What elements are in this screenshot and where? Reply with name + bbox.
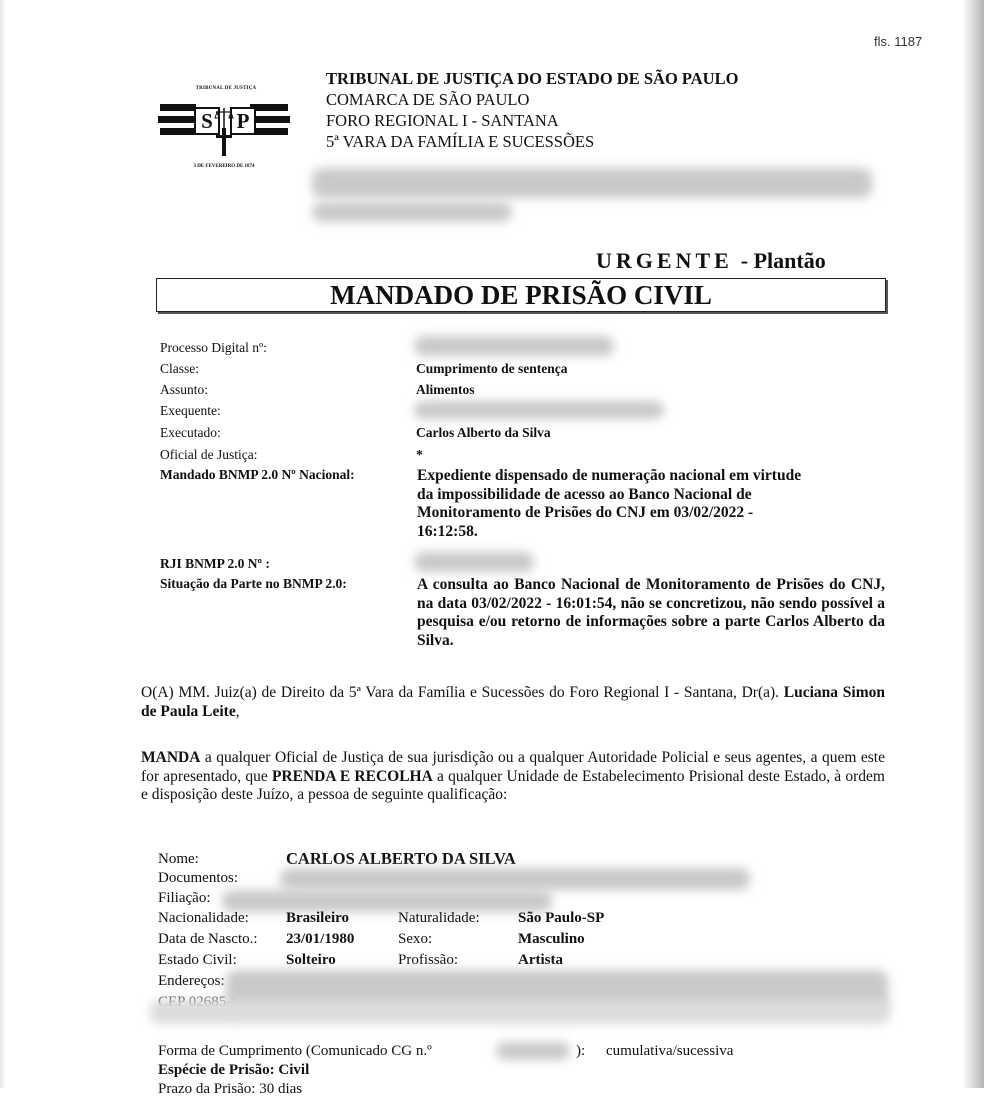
naturalidade-label: Naturalidade: [398, 910, 480, 926]
bnmp-value [417, 467, 885, 541]
documentos-label: Documentos: [158, 870, 238, 886]
executado-label: Executado: [160, 425, 221, 440]
nacionalidade-label: Nacionalidade: [158, 910, 249, 926]
seal-stripe [160, 128, 196, 135]
order-text-2: a qualquer Unidade de Estabelecimento Prisional deste Estado, à ordem e disposição deste Juízo, a pessoa de seguinte qualificação: [141, 767, 885, 803]
nacionalidade-value: Brasileiro [286, 910, 350, 926]
court-seal-logo [158, 80, 290, 176]
profissao-label: Profissão: [398, 952, 458, 968]
redacted-exequente [414, 401, 664, 419]
forma-cumprimento-label: Forma de Cumprimento (Comunicado CG n.º [158, 1043, 432, 1059]
court-header [326, 68, 738, 152]
foro-line: FORO REGIONAL I - SANTANA [326, 111, 559, 130]
profissao-value: Artista [518, 952, 563, 968]
bnmp-line: Monitoramento de Prisões do CNJ em 03/02/2022 - [417, 504, 754, 521]
folio-number: fls. 1187 [874, 34, 923, 49]
oficial-label: Oficial de Justiça: [160, 447, 258, 462]
estado-civil-value: Solteiro [286, 952, 336, 968]
assunto-value: Alimentos [416, 382, 475, 397]
classe-value: Cumprimento de sentença [416, 361, 568, 376]
classe-label: Classe: [160, 361, 199, 376]
assunto-label: Assunto: [160, 382, 209, 397]
judge-paragraph [141, 684, 885, 721]
seal-stripe [158, 116, 196, 123]
redacted-rji [414, 552, 534, 572]
seal-sword [222, 128, 226, 156]
exequente-label: Exequente: [160, 403, 221, 418]
judge-end: , [235, 702, 240, 720]
situacao-value: A consulta ao Banco Nacional de Monitoramento de Prisões do CNJ, na data 03/02/2022 - 16:01:54, não se concretizou, não sendo possível a pesquisa e/ou retorno de informações sobre a parte Carlos Alberto da Silva. [417, 576, 885, 649]
bnmp-label: Mandado BNMP 2.0 Nº Nacional: [160, 467, 355, 482]
bnmp-line: Expediente dispensado de numeração nacional em virtude [417, 467, 802, 484]
processo-label: Processo Digital nº: [160, 340, 267, 355]
order-text-1: a qualquer Oficial de Justiça de sua jurisdição ou a qualquer Autoridade Policial e seus agentes, a quem este for apresentado, que [141, 749, 885, 785]
executado-value: Carlos Alberto da Silva [416, 425, 551, 440]
enderecos-label: Endereços: [158, 973, 225, 989]
nascimento-value: 23/01/1980 [286, 931, 355, 947]
filiacao-label: Filiação: [158, 890, 211, 906]
redacted-documents [280, 868, 750, 890]
redacted-comunicado [496, 1042, 570, 1060]
redacted-address [312, 202, 512, 222]
redacted-process-number [414, 336, 614, 356]
sexo-value: Masculino [518, 931, 585, 947]
bnmp-line: da impossibilidade de acesso ao Banco Nacional de [417, 485, 752, 503]
sexo-label: Sexo: [398, 931, 433, 947]
prenda-phrase: PRENDA E RECOLHA [271, 767, 433, 785]
court-name: TRIBUNAL DE JUSTIÇA DO ESTADO DE SÃO PAULO [326, 69, 739, 88]
nome-value: CARLOS ALBERTO DA SILVA [286, 849, 516, 868]
seal-top-text: TRIBUNAL DE JUSTIÇA [195, 86, 257, 91]
seal-stripe [250, 116, 290, 123]
rji-label: RJI BNMP 2.0 Nº : [160, 556, 270, 571]
bnmp-line: 16:12:58. [417, 522, 478, 540]
manda-word: MANDA [141, 749, 201, 766]
seal-letter-p: P [230, 107, 256, 135]
urgency-word: URGENTE [596, 248, 733, 273]
redacted-address-block [150, 1000, 890, 1024]
page-edge-shadow [962, 0, 984, 1088]
page-edge-left [0, 0, 6, 1088]
judge-name: Luciana Simon de Paula Leite [141, 684, 885, 720]
oficial-value: * [416, 447, 423, 462]
seal-stripe [160, 104, 196, 111]
estado-civil-label: Estado Civil: [158, 952, 237, 968]
seal-sword-guard [216, 135, 232, 138]
vara-line: 5ª VARA DA FAMÍLIA E SUCESSÕES [326, 132, 595, 151]
nascimento-label: Data de Nascto.: [158, 931, 258, 947]
prazo-prisao-partial: Prazo da Prisão: 30 dias [158, 1081, 303, 1097]
redacted-address [312, 168, 872, 198]
judge-intro: O(A) MM. Juiz(a) de Direito da 5ª Vara da Família e Sucessões do Foro Regional I - Santana, Dr(a). [141, 684, 784, 701]
situacao-label: Situação da Parte no BNMP 2.0: [160, 576, 347, 591]
seal-letter-s: S [194, 107, 220, 135]
forma-cumprimento-end: ): [576, 1043, 586, 1059]
comarca-line: COMARCA DE SÃO PAULO [326, 90, 530, 109]
document-title: MANDADO DE PRISÃO CIVIL [156, 278, 886, 312]
especie-prisao: Espécie de Prisão: Civil [158, 1062, 310, 1078]
seal-bottom-text: 3 DE FEVEREIRO DE 1874 [193, 164, 255, 169]
nome-label: Nome: [158, 851, 199, 867]
redacted-filiation [222, 890, 552, 912]
urgency-label [596, 248, 826, 274]
order-paragraph [141, 749, 885, 805]
urgency-suffix: - Plantão [740, 248, 826, 273]
forma-cumprimento-value: cumulativa/sucessiva [606, 1043, 734, 1059]
naturalidade-value: São Paulo-SP [518, 910, 605, 926]
